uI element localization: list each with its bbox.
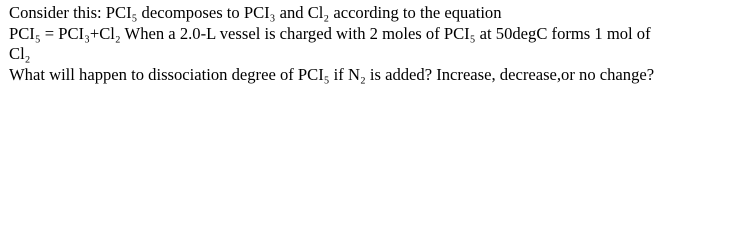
question-line-3: Cl₂ <box>9 44 31 63</box>
question-text-block <box>9 3 737 85</box>
question-line-4: What will happen to dissociation degree of PCI₅ if N₂ is added? Increase, decrease,or no change? <box>9 64 655 84</box>
question-line-2: PCI₅ = PCI₃+Cl₂ When a 2.0-L vessel is charged with 2 moles of PCI₅ at 50degC forms 1 mol of <box>9 23 651 43</box>
question-line-1: Consider this: PCI₅ decomposes to PCI₃ and Cl₂ according to the equation <box>9 3 502 22</box>
